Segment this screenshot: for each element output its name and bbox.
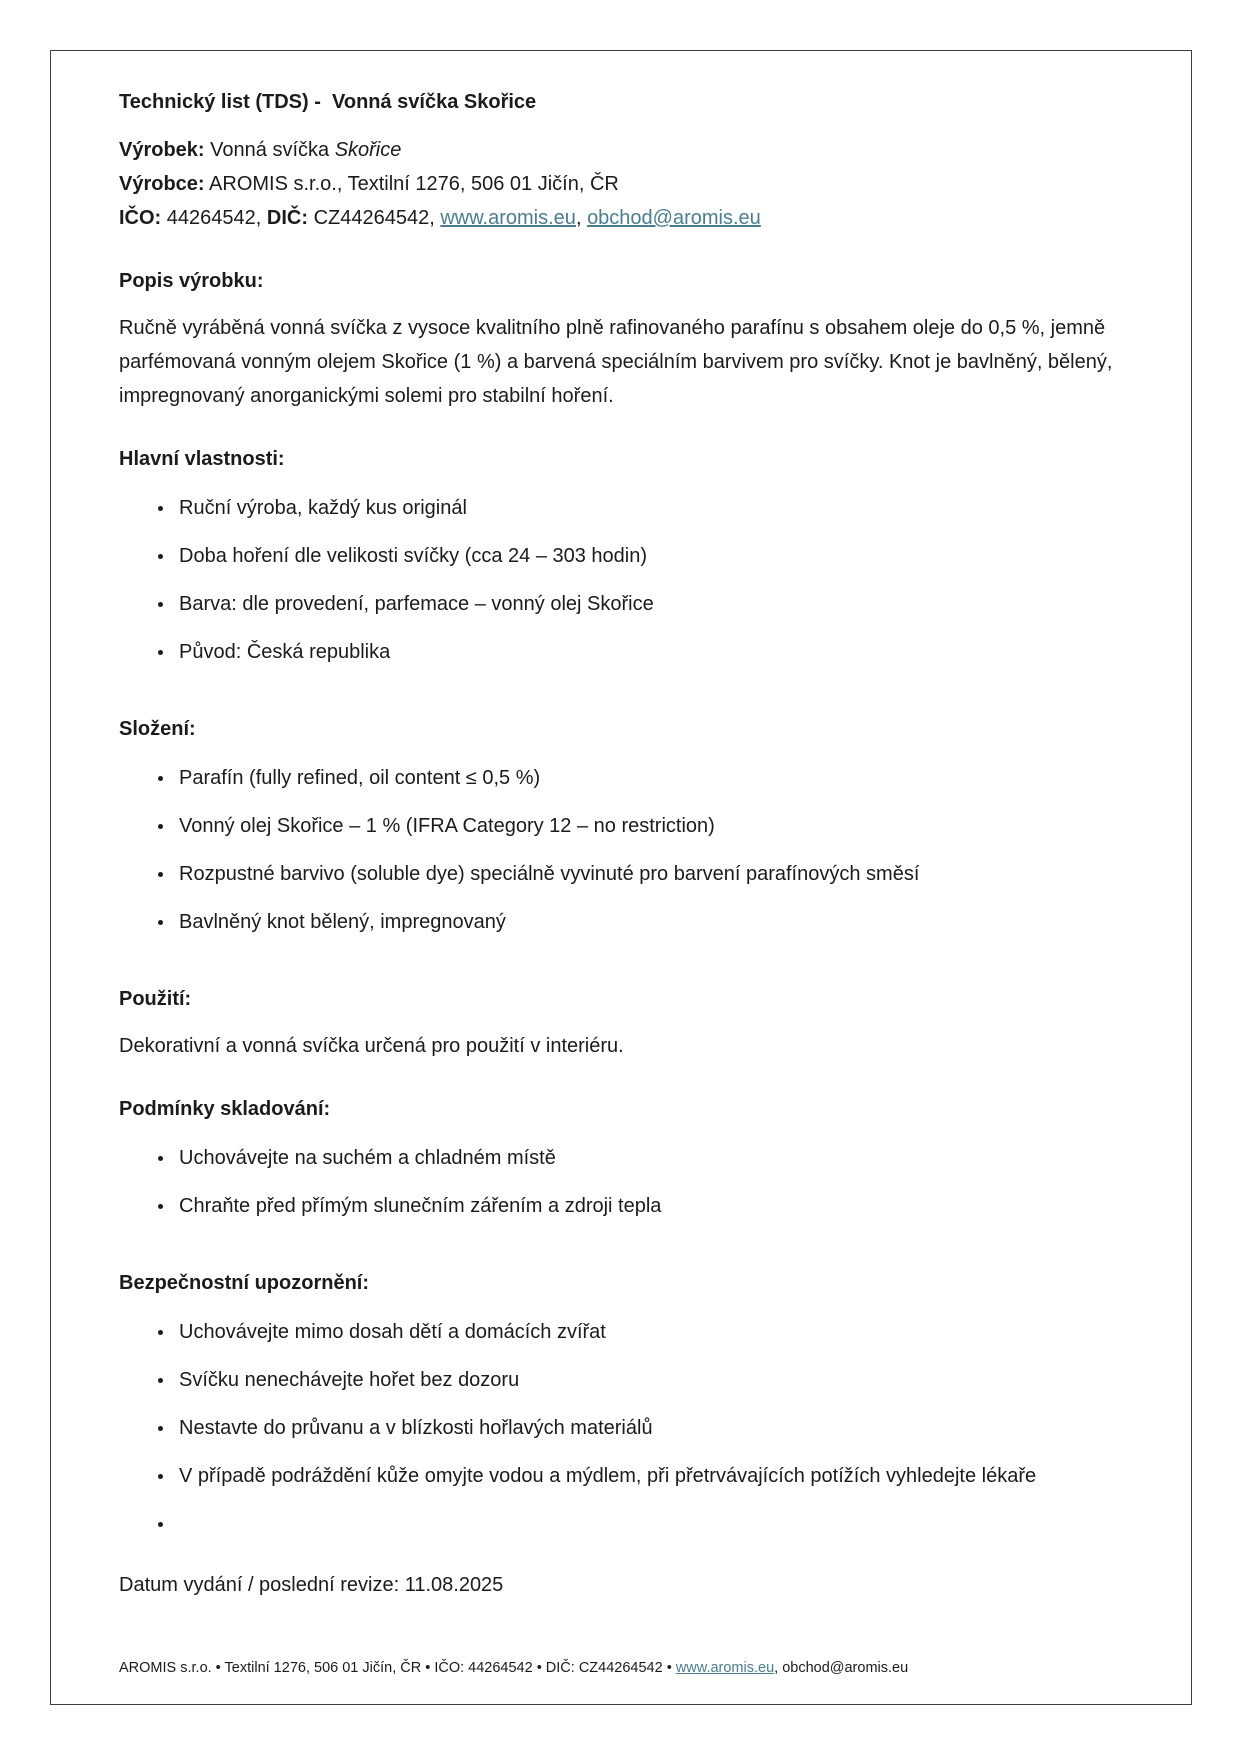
ico-value: 44264542, [166,207,262,229]
website-link[interactable]: www.aromis.eu [440,207,576,229]
list-item: • V případě podráždění kůže omyjte vodou a mýdlem, při přetrvávajících potížích vyhledejte lékaře [175,1459,1123,1493]
list-item: • Nestavte do průvanu a v blízkosti hořlavých materiálů [175,1411,1123,1445]
section-heading-pouziti: Použití: [119,988,192,1010]
page-title: Technický list (TDS) - Vonná svíčka Skořice [119,91,537,113]
footer-email-text: , obchod@aromis.eu [774,1659,909,1676]
bezpecnost-list [119,1315,1123,1555]
list-item [175,1507,1123,1541]
list-item: • Doba hoření dle velikosti svíčky (cca 24 – 303 hodin) [175,539,1123,573]
footer-text: AROMIS s.r.o. • Textilní 1276, 506 01 Jičín, ČR • IČO: 44264542 • DIČ: CZ44264542 • [119,1659,672,1676]
manufacturer-label: Výrobce: [119,173,205,195]
dic-value: CZ44264542, [313,207,435,229]
list-item: • Původ: Česká republika [175,635,1123,669]
skladovani-list [119,1141,1123,1237]
list-item: • Uchovávejte na suchém a chladném místě [175,1141,1123,1175]
product-label: Výrobek: [119,139,205,161]
list-item: • Ruční výroba, každý kus originál [175,491,1123,525]
list-item: • Barva: dle provedení, parfemace – vonný olej Skořice [175,587,1123,621]
section-heading-popis: Popis výrobku: [119,270,264,292]
product-variant: Skořice [334,139,402,161]
list-item: • Parafín (fully refined, oil content ≤ 0,5 %) [175,761,1123,795]
footer-website-link[interactable]: www.aromis.eu [675,1659,775,1676]
email-link[interactable]: obchod@aromis.eu [587,207,761,229]
list-item: • Vonný olej Skořice – 1 % (IFRA Category 12 – no restriction) [175,809,1123,843]
popis-paragraph: Ručně vyráběná vonná svíčka z vysoce kvalitního plně rafinovaného parafínu s obsahem oleje do 0,5 %, jemně parfémovaná vonným olejem Skořice (1 %) a barvená speciálním barvivem pro svíčky. Knot je bavlněný, bělený, impregnovaný anorganickými solemi pro stabilní hoření. [119,317,1113,407]
section-heading-skladovani: Podmínky skladování: [119,1098,331,1120]
product-value: Vonná svíčka [210,139,330,161]
section-heading-vlastnosti: Hlavní vlastnosti: [119,448,285,470]
link-separator: , [575,207,582,229]
pouziti-paragraph: Dekorativní a vonná svíčka určená pro použití v interiéru. [119,1035,624,1057]
manufacturer-value: AROMIS s.r.o., Textilní 1276, 506 01 Jičín, ČR [209,173,619,195]
section-heading-slozeni: Složení: [119,718,196,740]
section-heading-bezpecnost: Bezpečnostní upozornění: [119,1272,369,1294]
issue-date: Datum vydání / poslední revize: 11.08.2025 [119,1574,504,1596]
list-item: • Svíčku nenechávejte hořet bez dozoru [175,1363,1123,1397]
document-page [50,50,1192,1705]
list-item: • Chraňte před přímým slunečním zářením a zdroji tepla [175,1189,1123,1223]
dic-label: DIČ: [266,207,308,229]
ico-label: IČO: [119,207,162,229]
meta-paragraph [119,133,1123,235]
vlastnosti-list [119,491,1123,683]
list-item: • Rozpustné barvivo (soluble dye) speciálně vyvinuté pro barvení parafínových směsí [175,857,1123,891]
page-footer [119,1658,1123,1678]
list-item: • Uchovávejte mimo dosah dětí a domácích zvířat [175,1315,1123,1349]
list-item: • Bavlněný knot bělený, impregnovaný [175,905,1123,939]
slozeni-list [119,761,1123,953]
